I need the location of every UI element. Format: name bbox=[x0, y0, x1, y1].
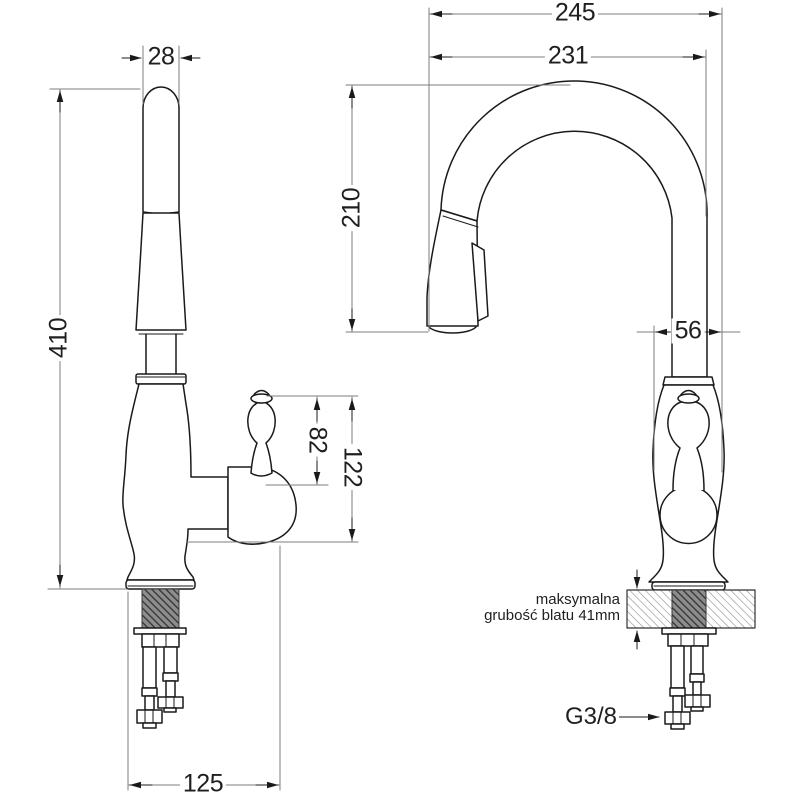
front-flange bbox=[134, 628, 186, 634]
front-handle-knob bbox=[251, 394, 272, 403]
front-base-plate bbox=[126, 580, 195, 589]
side-hose-left bbox=[665, 646, 690, 729]
dim-label-spout-width: 28 bbox=[145, 45, 178, 70]
side-collar bbox=[663, 377, 714, 385]
countertop-thickness-note bbox=[484, 592, 620, 624]
side-head-outlet-lip bbox=[429, 327, 476, 333]
front-threaded-shank bbox=[142, 589, 179, 628]
side-flange bbox=[662, 628, 716, 634]
front-mount-block bbox=[142, 634, 179, 647]
front-neck bbox=[146, 334, 176, 374]
side-hose-right bbox=[685, 646, 710, 711]
front-spout-cone bbox=[136, 213, 186, 330]
front-spray-head bbox=[228, 467, 296, 544]
dim-label-handle-height: 82 bbox=[305, 424, 330, 457]
front-dimension-arrows bbox=[60, 58, 352, 785]
dim-label-footprint-depth: 125 bbox=[180, 772, 226, 797]
front-body bbox=[123, 384, 228, 580]
countertop-note-line2: grubość blatu 41mm bbox=[484, 607, 620, 624]
dim-label-outlet-height: 122 bbox=[340, 444, 365, 490]
side-mount-block bbox=[668, 634, 708, 646]
thread-size-label: G3/8 bbox=[565, 703, 618, 730]
front-collar bbox=[136, 374, 186, 384]
dim-label-overall-reach: 245 bbox=[552, 1, 598, 26]
front-spout-tube bbox=[143, 87, 179, 214]
side-spray-head bbox=[427, 210, 478, 326]
side-threaded-shank bbox=[672, 590, 706, 628]
dim-label-spout-clearance: 210 bbox=[340, 185, 365, 231]
front-hose-left bbox=[137, 647, 162, 728]
countertop-note-line1: maksymalna bbox=[535, 591, 620, 608]
side-gooseneck bbox=[441, 81, 707, 377]
front-view bbox=[48, 46, 358, 790]
dim-label-spout-reach: 231 bbox=[545, 44, 591, 69]
front-hose-right bbox=[158, 647, 183, 712]
side-handle-boss bbox=[660, 487, 717, 544]
side-handle-knob bbox=[678, 394, 699, 403]
dim-label-total-height: 410 bbox=[47, 315, 72, 361]
front-handle-lever bbox=[248, 402, 275, 476]
dim-label-body-width: 56 bbox=[672, 319, 705, 344]
front-extension-lines bbox=[48, 46, 358, 790]
